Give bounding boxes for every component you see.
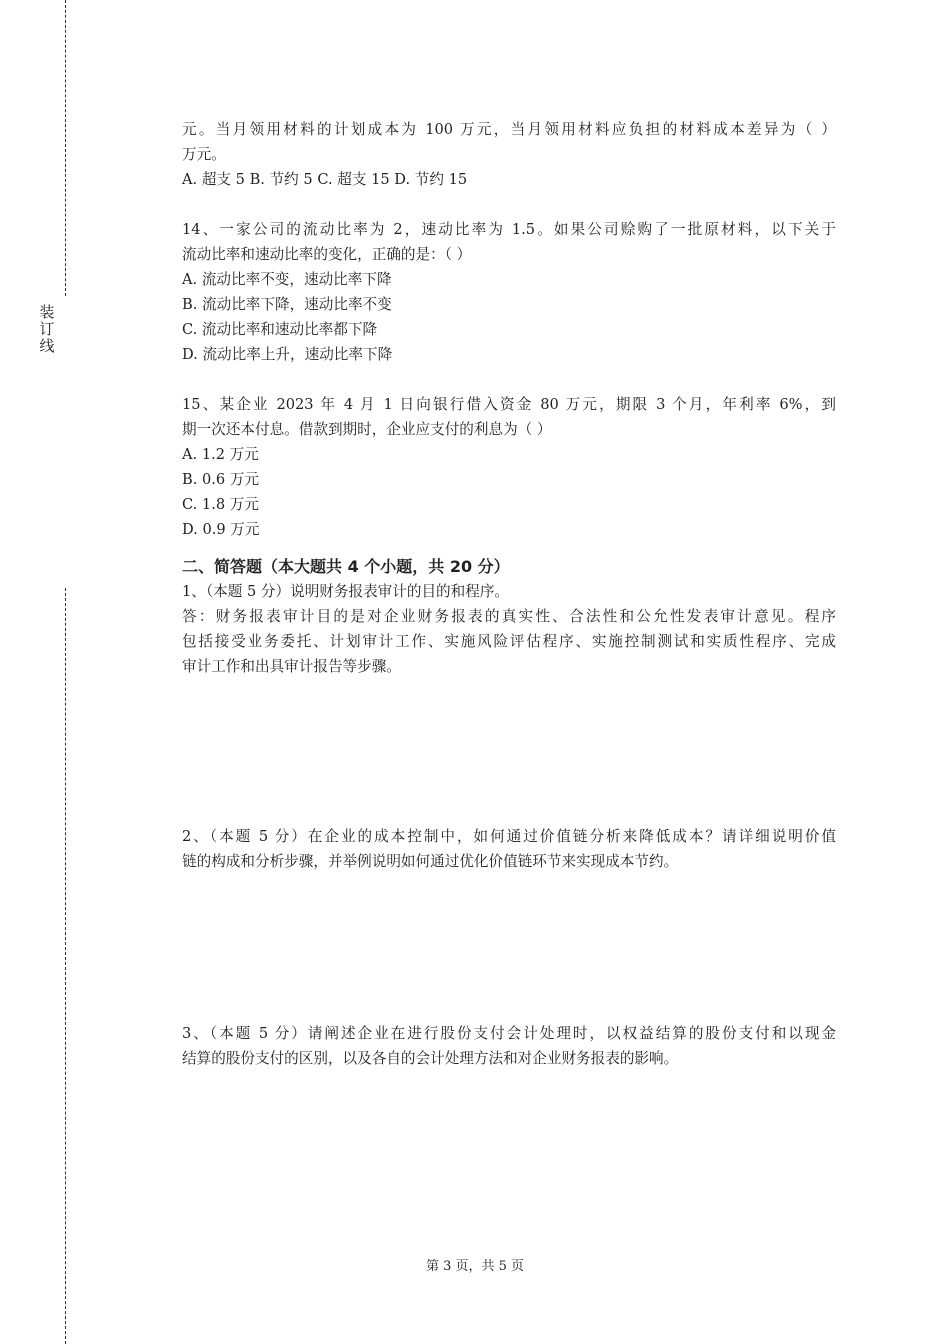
option-c: C. 1.8 万元 <box>182 496 259 513</box>
option-c: C. 流动比率和速动比率都下降 <box>182 321 378 338</box>
question-text-line: 2、（本题 5 分）在企业的成本控制中，如何通过价值链分析来降低成本？请详细说明价值 <box>182 828 836 845</box>
option-a: A. 1.2 万元 <box>182 446 259 463</box>
question-text-line: 链的构成和分析步骤，并举例说明如何通过优化价值链环节来实现成本节约。 <box>182 853 679 870</box>
option-d: D. 0.9 万元 <box>182 521 260 538</box>
option-b: B. 0.6 万元 <box>182 471 260 488</box>
page-footer: 第 3 页，共 5 页 <box>425 1259 525 1274</box>
question-text-line: 3、（本题 5 分）请阐述企业在进行股份支付会计处理时，以权益结算的股份支付和以现金 <box>182 1025 836 1042</box>
question-15 <box>182 392 836 542</box>
binding-dashed-line-bottom <box>65 588 66 1344</box>
option-a: A. 流动比率不变，速动比率下降 <box>182 271 392 288</box>
question-13 <box>182 117 836 192</box>
question-text-line: 期一次还本付息。借款到期时，企业应支付的利息为（ ） <box>182 421 552 438</box>
short-answer-question-1 <box>182 579 836 679</box>
question-text-line: 结算的股份支付的区别，以及各自的会计处理方法和对企业财务报表的影响。 <box>182 1050 679 1067</box>
answer-text-line: 包括接受业务委托、计划审计工作、实施风险评估程序、实施控制测试和实质性程序、完成 <box>182 633 836 650</box>
question-14 <box>182 217 836 367</box>
binding-char: 线 <box>39 337 55 355</box>
question-text-line: 15、某企业 2023 年 4 月 1 日向银行借入资金 80 万元，期限 3 个月，年利率 6%，到 <box>182 396 836 413</box>
binding-dashed-line-top <box>65 0 66 296</box>
answer-space <box>182 874 836 1021</box>
short-answer-question-2 <box>182 824 836 874</box>
question-text-line: 1、（本题 5 分）说明财务报表审计的目的和程序。 <box>182 583 510 600</box>
question-text-line: 流动比率和速动比率的变化，正确的是：（ ） <box>182 246 472 263</box>
binding-line-label <box>38 304 56 355</box>
question-text-line: 元。当月领用材料的计划成本为 100 万元，当月领用材料应负担的材料成本差异为（ ） <box>182 121 836 138</box>
exam-content <box>182 117 836 1071</box>
option-b: B. 流动比率下降，速动比率不变 <box>182 296 392 313</box>
section-title: 二、简答题（本大题共 4 个小题，共 20 分） <box>182 557 510 576</box>
binding-char: 装 <box>39 303 55 321</box>
answer-text-line: 审计工作和出具审计报告等步骤。 <box>182 658 401 675</box>
answer-text-line: 答：财务报表审计目的是对企业财务报表的真实性、合法性和公允性发表审计意见。程序 <box>182 608 836 625</box>
binding-char: 订 <box>39 320 55 338</box>
question-text-line: 14、一家公司的流动比率为 2，速动比率为 1.5。如果公司赊购了一批原材料，以下关于 <box>182 221 836 238</box>
option-d: D. 流动比率上升，速动比率下降 <box>182 346 393 363</box>
short-answer-question-3 <box>182 1021 836 1071</box>
answer-space <box>182 679 836 824</box>
question-options: A. 超支 5 B. 节约 5 C. 超支 15 D. 节约 15 <box>182 171 468 188</box>
question-text-line: 万元。 <box>182 146 226 163</box>
